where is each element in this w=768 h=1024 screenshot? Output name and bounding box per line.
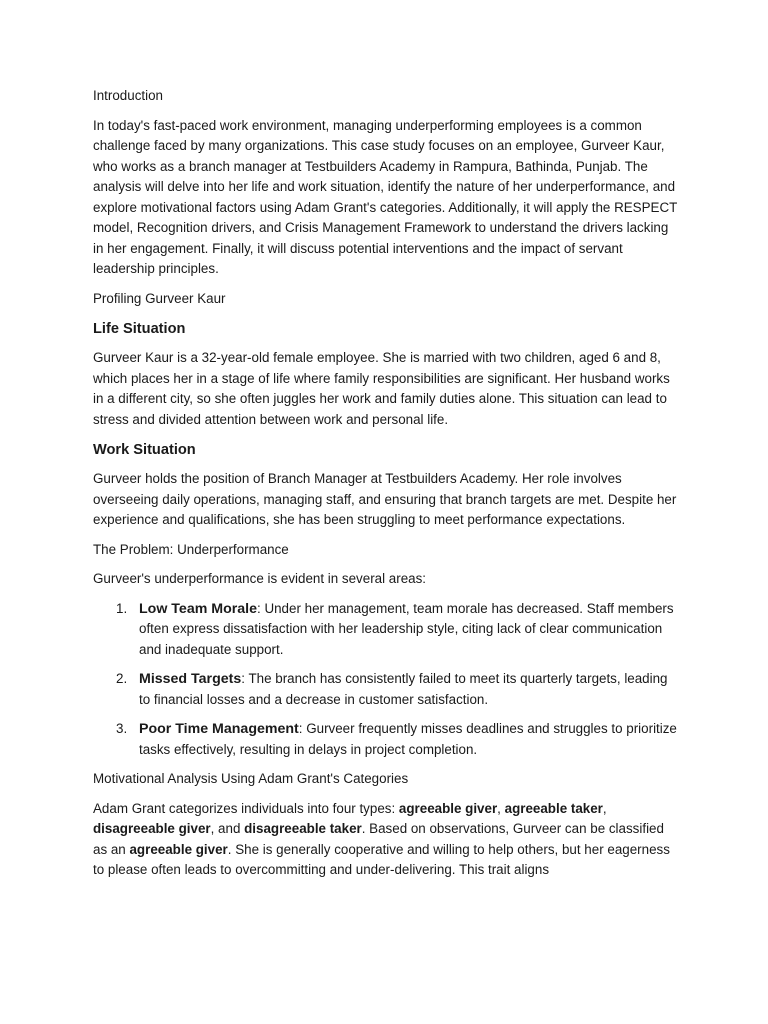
problem-intro: Gurveer's underperformance is evident in several areas: bbox=[93, 571, 427, 586]
intro-heading: Introduction bbox=[93, 88, 163, 103]
keyword: disagreeable giver bbox=[93, 821, 211, 836]
list-text: : Gurveer frequently misses deadlines and struggles to prioritize tasks effectively, resulting in delays in project completion. bbox=[139, 721, 677, 757]
motivation-text: , and bbox=[210, 821, 245, 836]
list-item bbox=[93, 719, 678, 760]
life-situation-heading: Life Situation bbox=[93, 321, 186, 337]
list-term: Missed Targets bbox=[139, 671, 242, 687]
keyword: agreeable giver bbox=[129, 841, 228, 857]
keyword: disagreeable taker bbox=[244, 821, 362, 836]
document-page bbox=[93, 86, 678, 890]
motivation-paragraph bbox=[93, 799, 678, 881]
life-situation-paragraph: Gurveer Kaur is a 32-year-old female employee. She is married with two children, aged 6 and 8, which places her in a stage of life where family responsibilities are significant. Her husband works in a different city, so she often juggles her work and family duties alone. This situation can lead to stress and divided attention between work and personal life. bbox=[93, 350, 670, 427]
keyword: agreeable taker bbox=[504, 800, 603, 816]
list-term: Poor Time Management bbox=[139, 721, 299, 737]
motivation-text: Adam Grant categorizes individuals into four types: bbox=[93, 800, 399, 816]
intro-paragraph: In today's fast-paced work environment, managing underperforming employees is a common challenge faced by many organizations. This case study focuses on an employee, Gurveer Kaur, who works as a branch manager at Testbuilders Academy in Rampura, Bathinda, Punjab. The analysis will delve into her life and work situation, identify the nature of her underperformance, and explore motivational factors using Adam Grant's categories. Additionally, it will apply the RESPECT model, Recognition drivers, and Crisis Management Framework to understand the drivers lacking in her engagement. Finally, it will discuss potential interventions and the impact of servant leadership principles. bbox=[93, 117, 678, 276]
list-text: : The branch has consistently failed to meet its quarterly targets, leading to financial losses and a decrease in customer satisfaction. bbox=[139, 671, 668, 707]
list-item bbox=[93, 669, 678, 710]
list-number: 3. bbox=[116, 721, 128, 736]
problem-heading: The Problem: Underperformance bbox=[93, 541, 289, 557]
motivation-text: , bbox=[602, 800, 607, 816]
list-number: 2. bbox=[116, 671, 128, 686]
list-term: Low Team Morale bbox=[139, 600, 257, 617]
motivation-text: . She is generally cooperative and willing to help others, but her eagerness to please often leads to overcommitting and under-delivering. This trait aligns bbox=[93, 841, 670, 877]
keyword: agreeable giver bbox=[398, 800, 498, 816]
work-situation-paragraph: Gurveer holds the position of Branch Manager at Testbuilders Academy. Her role involves overseeing daily operations, managing staff, and ensuring that branch targets are met. Despite her experience and qualifications, she has been struggling to meet performance expectations. bbox=[93, 471, 677, 527]
list-item bbox=[93, 599, 678, 661]
list-text: : Under her management, team morale has decreased. Staff members often express dissatisfaction with her leadership style, citing lack of clear communication and inadequate support. bbox=[139, 600, 674, 657]
list-number: 1. bbox=[116, 600, 128, 616]
work-situation-heading: Work Situation bbox=[93, 442, 196, 458]
profile-heading: Profiling Gurveer Kaur bbox=[93, 290, 226, 306]
motivation-text: , bbox=[497, 800, 505, 816]
problem-list bbox=[93, 599, 678, 761]
motivation-heading: Motivational Analysis Using Adam Grant's Categories bbox=[93, 771, 409, 786]
motivation-text: . Based on observations, Gurveer can be classified as an bbox=[93, 821, 664, 857]
